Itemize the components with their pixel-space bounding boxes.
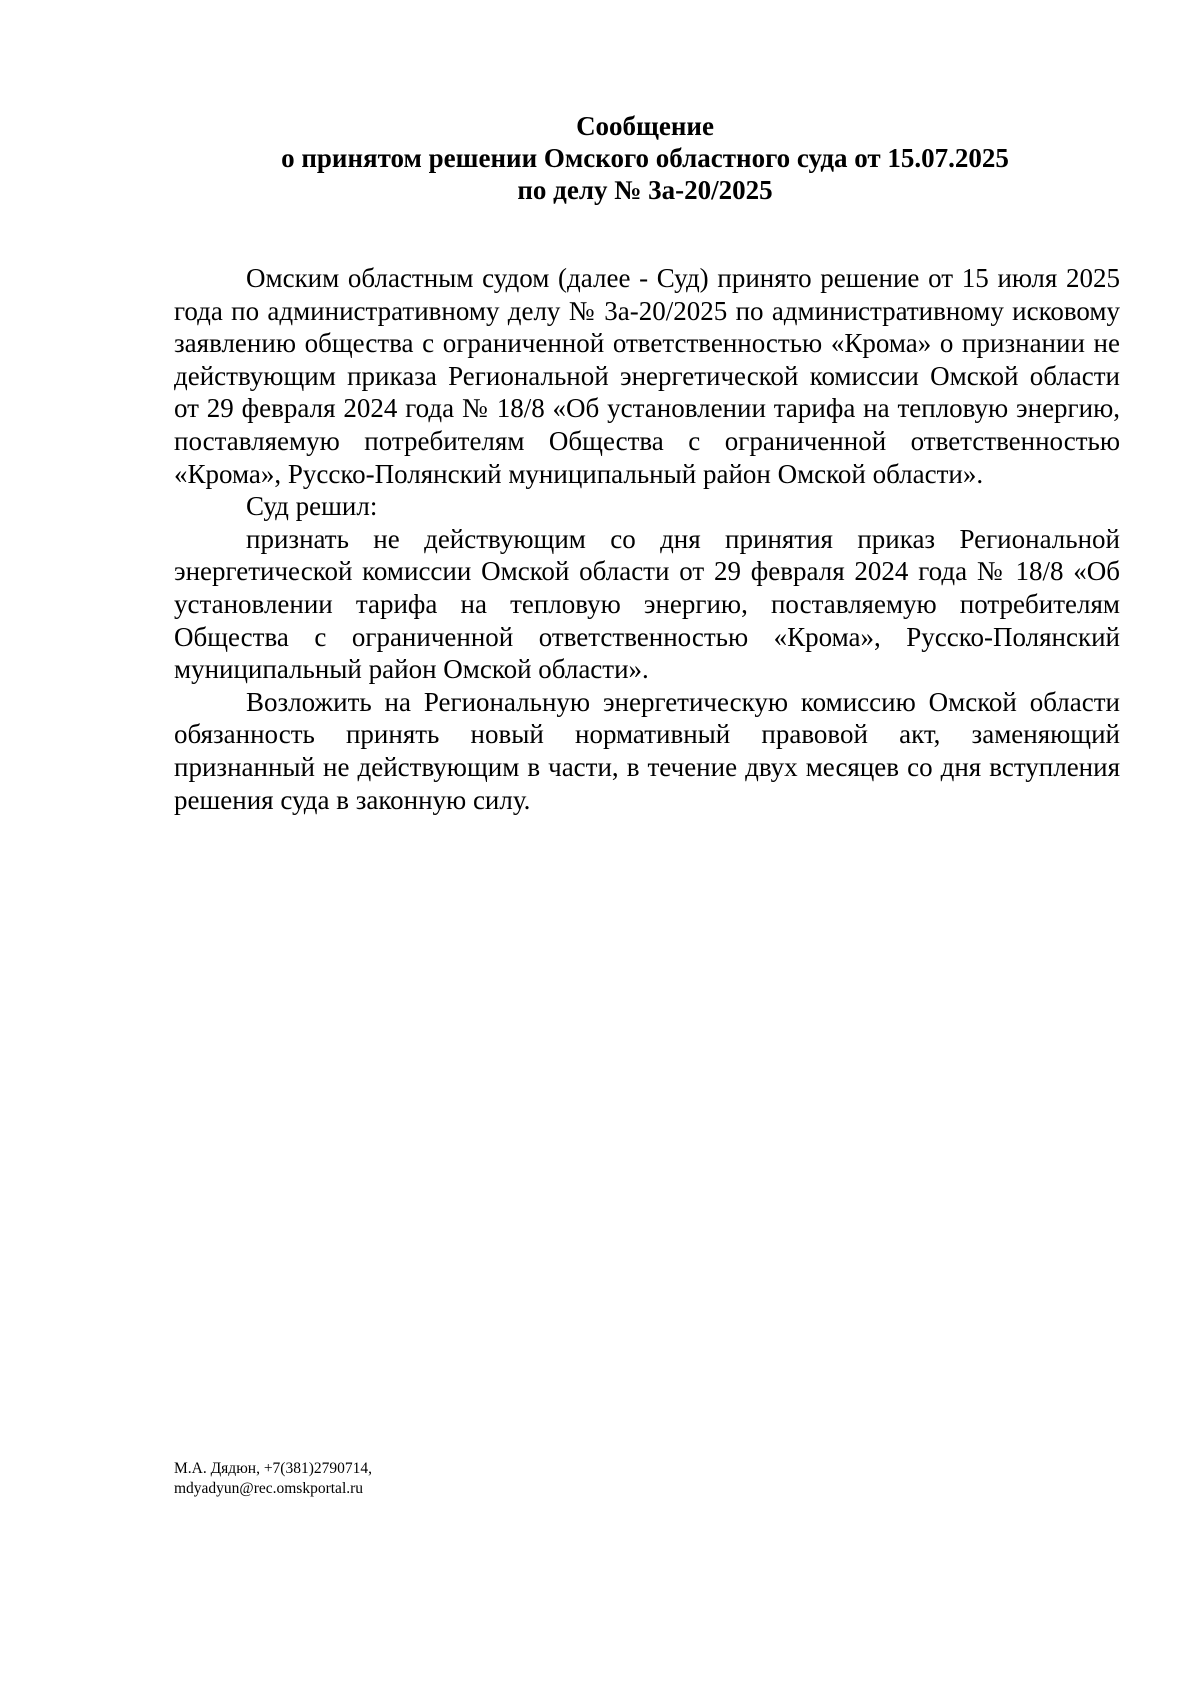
contact-line: М.А. Дядюн, +7(381)2790714, (174, 1460, 373, 1477)
document-title (160, 110, 1130, 206)
paragraph-ruling: признать не действующим со дня принятия приказ Региональной энергетической комиссии Омской области от 29 февраля 2024 года № 18/8 «Об установлении тарифа на тепловую энергию, поставляемую потребителям Общества с ограниченной ответственностью «Крома», Русско-Полянский муниципальный район Омской области». (174, 523, 1120, 685)
paragraph-decision-intro: Омским областным судом (далее - Суд) принято решение от 15 июля 2025 года по административному делу № 3а-20/2025 по административному исковому заявлению общества с ограниченной ответственностью «Крома» о признании не действующим приказа Региональной энергетической комиссии Омской области от 29 февраля 2024 года № 18/8 «Об установлении тарифа на тепловую энергию, поставляемую потребителям Общества с ограниченной ответственностью «Крома», Русско-Полянский муниципальный район Омской области». (174, 263, 1120, 489)
title-line-3: по делу № 3а-20/2025 (517, 175, 773, 205)
contact-email: mdyadyun@rec.omskportal.ru (174, 1480, 364, 1497)
title-line-1: Сообщение (576, 111, 714, 141)
paragraph-obligation: Возложить на Региональную энергетическую комиссию Омской области обязанность принять новый нормативный правовой акт, заменяющий признанный не действующим в части, в течение двух месяцев со дня вступления решения суда в законную силу. (174, 686, 1120, 815)
contact-footer (174, 1459, 774, 1499)
title-line-2: о принятом решении Омского областного суда от 15.07.2025 (281, 143, 1009, 173)
paragraph-court-decided: Суд решил: (246, 491, 378, 522)
document-body (174, 262, 1120, 816)
